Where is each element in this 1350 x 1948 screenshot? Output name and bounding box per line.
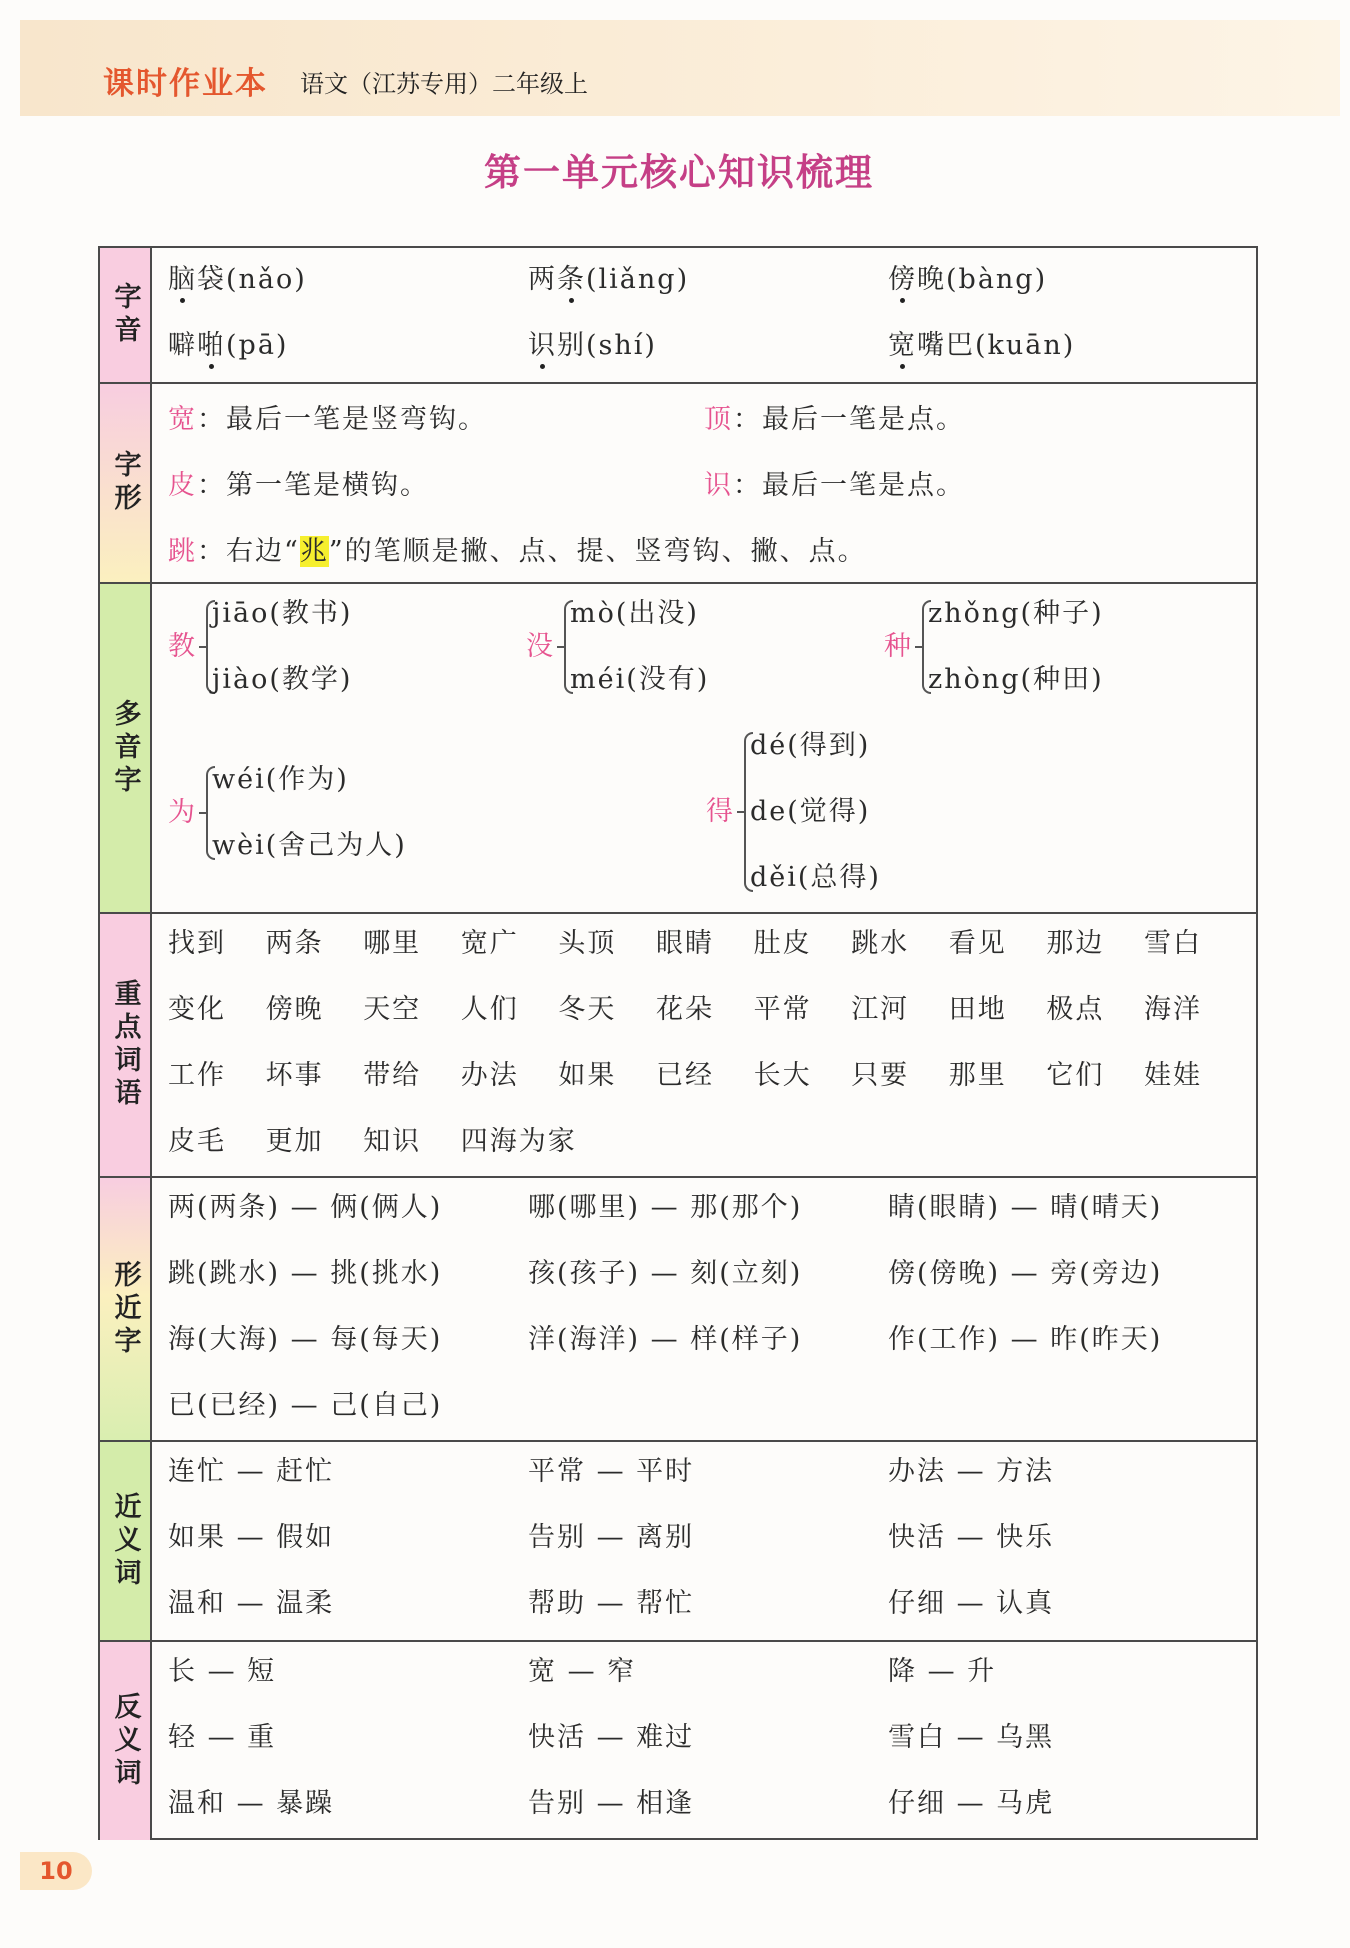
ziyin-item [528, 264, 689, 296]
zixing-item: 识：最后一笔是点。 [704, 470, 965, 501]
vocab-word: 人们 [460, 994, 519, 1025]
vocab-word: 头顶 [558, 928, 617, 959]
similar-char-pair: 孩(孩子) — 刻(立刻) [528, 1258, 803, 1289]
vocab-word: 皮毛 [168, 1126, 226, 1157]
vocab-word: 娃娃 [1144, 1060, 1202, 1091]
polyphone-reading: jiāo(教书) [212, 598, 353, 629]
ziyin-item [888, 330, 1075, 362]
polyphone-group [884, 598, 1224, 696]
vocab-word: 看见 [948, 928, 1007, 959]
polyphone-char: 没 [526, 631, 553, 662]
section-heading: 字音 [100, 248, 152, 382]
vocab-word: 田地 [948, 994, 1007, 1025]
section-fan-yi [100, 1640, 1256, 1840]
vocab-word: 平常 [753, 994, 812, 1025]
polyphone-char: 教 [168, 631, 195, 662]
polyphone-char: 为 [168, 797, 195, 828]
vocab-word: 坏事 [265, 1060, 324, 1091]
ziyin-dotted-char: 傍 [888, 264, 917, 295]
zixing-item: 皮：第一笔是横钩。 [168, 470, 429, 501]
polyphone-reading: méi(没有) [570, 664, 710, 695]
polyphone-group [168, 598, 508, 696]
vocab-word: 已经 [656, 1060, 714, 1091]
ziyin-dotted-char: 识 [528, 330, 557, 361]
synonym-pair: 温和 — 温柔 [168, 1588, 335, 1619]
similar-char-pair: 睛(眼睛) — 晴(晴天) [888, 1192, 1163, 1223]
similar-char-pair: 洋(海洋) — 样(样子) [528, 1324, 803, 1355]
synonym-pair: 仔细 — 认真 [888, 1588, 1055, 1619]
section-zi-xing [100, 382, 1256, 582]
antonym-pair: 降 — 升 [888, 1656, 997, 1687]
page-number: 10 [20, 1852, 92, 1890]
zixing-item-tiao: 跳：右边“兆”的笔顺是撇、点、提、竖弯钩、撇、点。 [168, 536, 867, 567]
highlighted-char: 兆 [299, 536, 329, 567]
ziyin-pre: 噼 [168, 330, 197, 361]
vocab-word: 带给 [363, 1060, 422, 1091]
ziyin-post: 别(shí) [557, 330, 657, 361]
similar-char-pair: 跳(跳水) — 挑(挑水) [168, 1258, 443, 1289]
vocab-word: 更加 [265, 1126, 324, 1157]
ziyin-item [888, 264, 1047, 296]
vocab-word: 宽广 [460, 928, 519, 959]
polyphone-group [706, 730, 1046, 894]
vocab-word: 知识 [363, 1126, 422, 1157]
vocab-word: 变化 [168, 994, 226, 1025]
ziyin-post: 袋(nǎo) [197, 264, 307, 295]
antonym-pair: 仔细 — 马虎 [888, 1788, 1055, 1819]
polyphone-reading: dé(得到) [750, 730, 871, 761]
section-heading: 反义词 [100, 1642, 152, 1840]
vocab-word: 雪白 [1144, 928, 1202, 959]
polyphone-char: 得 [706, 796, 733, 827]
zixing-item: 顶：最后一笔是点。 [704, 404, 965, 435]
section-heading: 重点词语 [100, 914, 152, 1176]
ziyin-dotted-char: 脑 [168, 264, 197, 295]
similar-char-pair: 傍(傍晚) — 旁(旁边) [888, 1258, 1163, 1289]
vocab-word: 两条 [265, 928, 324, 959]
section-zi-yin [100, 248, 1256, 382]
polyphone-reading: wèi(舍己为人) [212, 830, 407, 861]
ziyin-post: 嘴巴(kuān) [917, 330, 1076, 361]
vocab-word: 它们 [1046, 1060, 1105, 1091]
ziyin-post: 晚(bàng) [917, 264, 1048, 295]
vocab-word: 极点 [1046, 994, 1105, 1025]
section-duo-yin [100, 582, 1256, 912]
vocab-word: 跳水 [851, 928, 910, 959]
page-title: 第一单元核心知识梳理 [484, 151, 874, 194]
polyphone-reading: de(觉得) [750, 796, 871, 827]
vocab-word: 眼睛 [656, 928, 714, 959]
synonym-pair: 帮助 — 帮忙 [528, 1588, 695, 1619]
similar-char-pair: 已(已经) — 己(自己) [168, 1390, 443, 1421]
brand-name: 课时作业本 [103, 66, 268, 102]
vocab-word: 傍晚 [265, 994, 324, 1025]
synonym-pair: 快活 — 快乐 [888, 1522, 1055, 1553]
synonym-pair: 告别 — 离别 [528, 1522, 695, 1553]
zixing-item: 宽：最后一笔是竖弯钩。 [168, 404, 487, 435]
ziyin-dotted-char: 啪 [197, 330, 226, 361]
polyphone-group [526, 598, 866, 696]
similar-char-pair: 海(大海) — 每(每天) [168, 1324, 443, 1355]
synonym-pair: 如果 — 假如 [168, 1522, 335, 1553]
antonym-pair: 温和 — 暴躁 [168, 1788, 335, 1819]
polyphone-group [168, 764, 508, 862]
similar-char-pair: 哪(哪里) — 那(那个) [528, 1192, 803, 1223]
ziyin-dotted-char: 宽 [888, 330, 917, 361]
antonym-pair: 告别 — 相逢 [528, 1788, 695, 1819]
antonym-pair: 快活 — 难过 [528, 1722, 695, 1753]
antonym-pair: 雪白 — 乌黑 [888, 1722, 1055, 1753]
synonym-pair: 连忙 — 赶忙 [168, 1456, 335, 1487]
ziyin-post: (pā) [226, 330, 289, 361]
vocab-word: 江河 [851, 994, 910, 1025]
vocab-word: 肚皮 [753, 928, 812, 959]
vocab-word: 那里 [948, 1060, 1007, 1091]
antonym-pair: 轻 — 重 [168, 1722, 277, 1753]
vocab-word: 冬天 [558, 994, 617, 1025]
synonym-pair: 办法 — 方法 [888, 1456, 1055, 1487]
ziyin-item [168, 264, 307, 296]
vocab-word: 找到 [168, 928, 226, 959]
section-ci-yu [100, 912, 1256, 1176]
ziyin-dotted-char: 条 [557, 264, 586, 295]
vocab-word: 工作 [168, 1060, 226, 1091]
synonym-pair: 平常 — 平时 [528, 1456, 695, 1487]
section-jin-yi [100, 1440, 1256, 1640]
section-heading: 近义词 [100, 1442, 152, 1640]
polyphone-reading: zhǒng(种子) [928, 598, 1104, 629]
vocab-word: 如果 [558, 1060, 617, 1091]
vocab-word: 哪里 [363, 928, 422, 959]
polyphone-reading: děi(总得) [750, 862, 881, 893]
ziyin-item [528, 330, 657, 362]
polyphone-reading: zhòng(种田) [928, 664, 1104, 695]
section-xing-jin [100, 1176, 1256, 1440]
ziyin-pre: 两 [528, 264, 557, 295]
polyphone-reading: mò(出没) [570, 598, 699, 629]
vocab-word: 花朵 [656, 994, 714, 1025]
section-heading: 字形 [100, 384, 152, 582]
antonym-pair: 长 — 短 [168, 1656, 277, 1687]
section-heading: 形近字 [100, 1178, 152, 1440]
vocab-word: 办法 [460, 1060, 519, 1091]
vocab-word: 只要 [851, 1060, 910, 1091]
polyphone-reading: wéi(作为) [212, 764, 349, 795]
knowledge-table [98, 246, 1258, 1840]
ziyin-item [168, 330, 288, 362]
ziyin-post: (liǎng) [586, 264, 690, 295]
vocab-word: 天空 [363, 994, 422, 1025]
vocab-word: 海洋 [1144, 994, 1202, 1025]
antonym-pair: 宽 — 窄 [528, 1656, 637, 1687]
similar-char-pair: 两(两条) — 俩(俩人) [168, 1192, 443, 1223]
vocab-word: 四海为家 [460, 1126, 577, 1157]
similar-char-pair: 作(工作) — 昨(昨天) [888, 1324, 1163, 1355]
book-subtitle: 语文（江苏专用）二年级上 [300, 70, 588, 98]
polyphone-reading: jiào(教学) [212, 664, 353, 695]
vocab-word: 那边 [1046, 928, 1105, 959]
polyphone-char: 种 [884, 631, 911, 662]
section-heading: 多音字 [100, 584, 152, 912]
vocab-word: 长大 [753, 1060, 812, 1091]
